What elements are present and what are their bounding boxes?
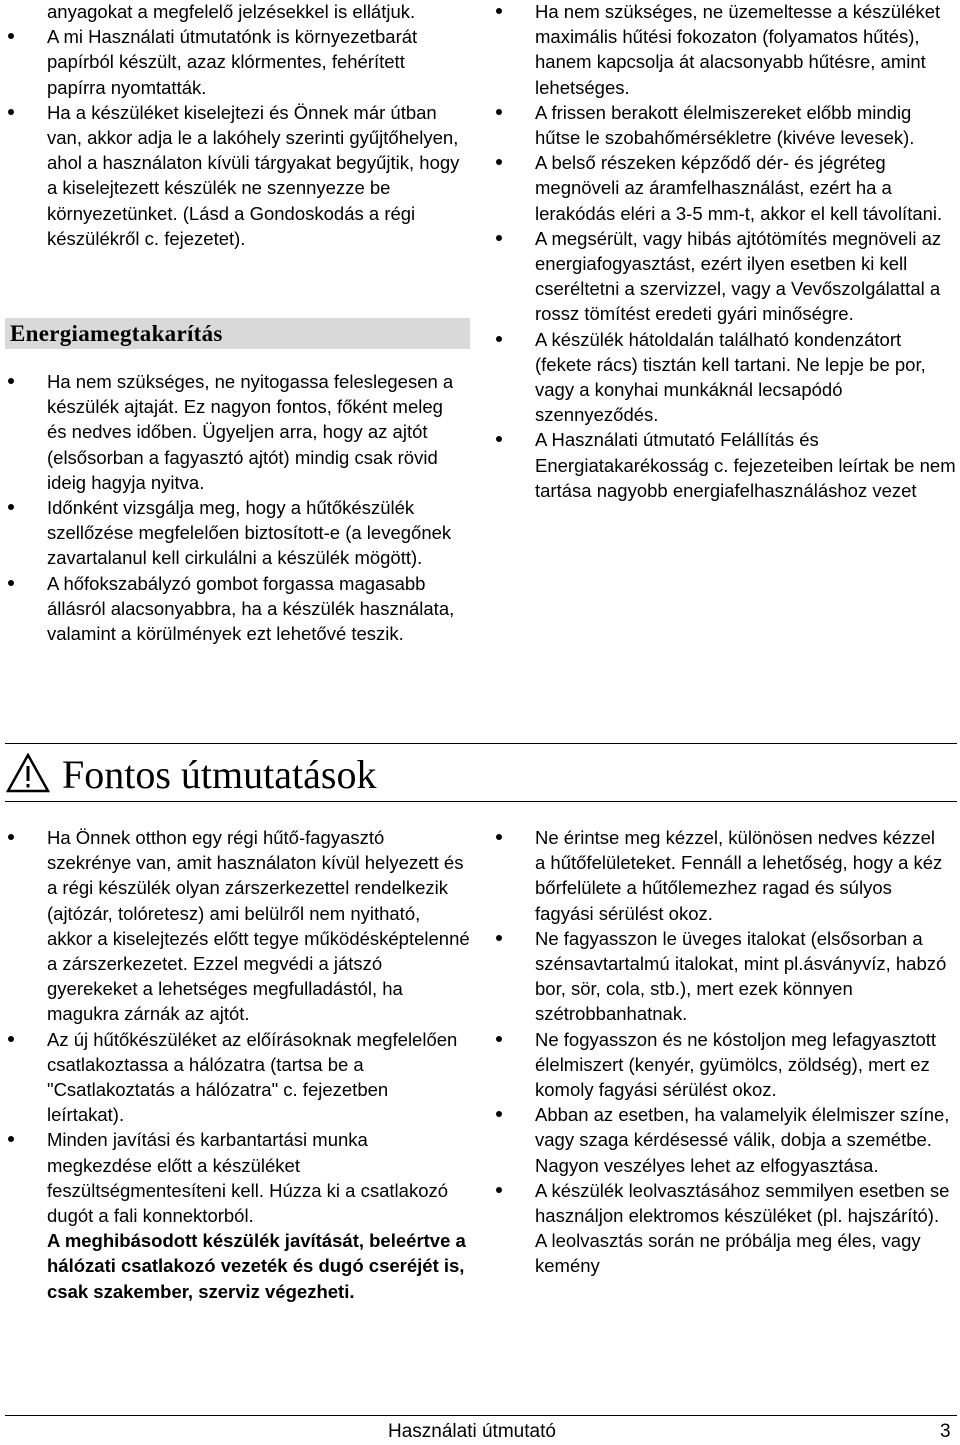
list-item: A hőfokszabályzó gombot forgassa magasabb állásról alacsonyabbra, ha a készülék használata, valamint a körülmények ezt lehetővé teszik. xyxy=(0,571,462,647)
list-item: A megsérült, vagy hibás ajtótömítés megnöveli az energiafogyasztást, ezért ilyen esetben ki kell cseréltetni a szervizzel, vagy a Vevőszolgálattal a rossz tömítést eredeti gyári minőségre. xyxy=(488,226,960,327)
list-item: Időnként vizsgálja meg, hogy a hűtőkészülék szellőzése megfelelően biztosított-e (a levegőnek zavartalanul kell cirkulálni a készülék mögött). xyxy=(0,495,462,571)
warning-triangle-icon xyxy=(6,753,50,793)
important-right-list xyxy=(488,825,950,1279)
list-item: A belső részeken képződő dér- és jégréteg megnöveli az áramfelhasználást, ezért ha a lerakódás eléri a 3-5 mm-t, akkor el kell távolítani. xyxy=(488,150,960,226)
list-item xyxy=(0,1127,470,1303)
energy-section-title: Energiamegtakarítás xyxy=(10,321,223,346)
repair-text: Minden javítási és karbantartási munka megkezdése előtt a készüléket feszültségmentesíteni kell. Húzza ki a csatlakozó dugót a fali konnektorból. xyxy=(47,1129,449,1227)
list-item: A készülék hátoldalán található kondenzátort (fekete rács) tisztán kell tartani. Ne lepje be por, vagy a konyhai munkáknál lecsapódó szennyeződés. xyxy=(488,327,960,428)
list-item: A Használati útmutató Felállítás és Energiatakarékosság c. fejezeteiben leírtak be nem tartása nagyobb energiafelhasználáshoz vezet xyxy=(488,427,960,503)
energy-list-column xyxy=(0,369,462,646)
heading-top-rule xyxy=(5,743,957,744)
repair-warning-bold: A meghibásodott készülék javítását, beleértve a hálózati csatlakozó vezeték és dugó cseréjét is, csak szakember, szerviz végezheti. xyxy=(47,1230,466,1302)
list-item: Ne érintse meg kézzel, különösen nedves kézzel a hűtőfelületeket. Fennáll a lehetőség, hogy a kéz bőrfelülete a hűtőlemezhez ragad és súlyos fagyási sérülést okoz. xyxy=(488,825,950,926)
list-item: Az új hűtőkészüléket az előírásoknak megfelelően csatlakoztassa a hálózatra (tartsa be a "Csatlakoztatás a hálózatra" c. fejezetben leírtakat). xyxy=(0,1027,470,1128)
list-item: Ne fogyasszon és ne kóstoljon meg lefagyasztott élelmiszert (kenyér, gyümölcs, zöldség), mert ez komoly fagyási sérülést okoz. xyxy=(488,1027,950,1103)
list-item: A mi Használati útmutatónk is környezetbarát papírból készült, azaz klórmentes, fehérített papírra nyomtatták. xyxy=(0,24,462,100)
important-heading: Fontos útmutatások xyxy=(62,752,377,797)
list-item: A készülék leolvasztásához semmilyen esetben se használjon elektromos készüléket (pl. hajszárító). A leolvasztás során ne próbálja meg éles, vagy kemény xyxy=(488,1178,950,1279)
page-number: 3 xyxy=(940,1421,951,1442)
energy-tips-list xyxy=(488,0,960,503)
top-right-column xyxy=(488,0,960,503)
list-item: A frissen berakott élelmiszereket előbb mindig hűtse le szobahőmérsékletre (kivéve levesek). xyxy=(488,100,960,150)
list-item: Ha Önnek otthon egy régi hűtő-fagyasztó szekrénye van, amit használaton kívül helyezett és a régi készülék olyan zárszerkezettel rendelkezik (ajtózár, tolóretesz) ami belülről nem nyitható, akkor a kiselejtezés előtt tegye működésképtelenné a zárszerkezetet. Ezzel megvédi a játszó gyerekeket a lehetséges megfulladástól, ha magukra zárnák az ajtót. xyxy=(0,825,470,1027)
list-item: Ne fagyasszon le üveges italokat (elsősorban a szénsavtartalmú italokat, mint pl.ásványvíz, habzó bor, sör, cola, stb.), mert ezek könnyen szétrobbanhatnak. xyxy=(488,926,950,1027)
list-item: Ha a készüléket kiselejtezi és Önnek már útban van, akkor adja le a lakóhely szerinti gyűjtőhelyen, ahol a használaton kívüli tárgyakat begyűjtik, hogy a kiselejtezett készülék ne szennyezze be környezetünket. (Lásd a Gondoskodás a régi készülékről c. fejezetet). xyxy=(0,100,462,251)
list-item: Ha nem szükséges, ne üzemeltesse a készüléket maximális hűtési fokozaton (folyamatos hűtés), hanem kapcsolja át alacsonyabb hűtésre, amint lehetséges. xyxy=(488,0,960,100)
footer-title: Használati útmutató xyxy=(388,1421,556,1442)
energy-list xyxy=(0,369,462,646)
important-left-column xyxy=(0,825,470,1304)
disposal-list xyxy=(0,24,462,251)
list-item: Ha nem szükséges, ne nyitogassa feleslegesen a készülék ajtaját. Ez nagyon fontos, főként meleg és nedves időben. Ügyeljen arra, hogy az ajtót (elsősorban a fagyasztó ajtót) mindig csak rövid ideig hagyja nyitva. xyxy=(0,369,462,495)
heading-bottom-rule xyxy=(5,801,957,802)
list-item: Abban az esetben, ha valamelyik élelmiszer színe, vagy szaga kérdésessé válik, dobja a szemétbe. Nagyon veszélyes lehet az elfogyasztása. xyxy=(488,1102,950,1178)
footer-rule xyxy=(5,1415,957,1416)
continuation-text: anyagokat a megfelelő jelzésekkel is ellátjuk. xyxy=(47,1,416,22)
top-left-column xyxy=(0,0,462,251)
important-left-list xyxy=(0,825,470,1304)
important-right-column xyxy=(488,825,950,1279)
